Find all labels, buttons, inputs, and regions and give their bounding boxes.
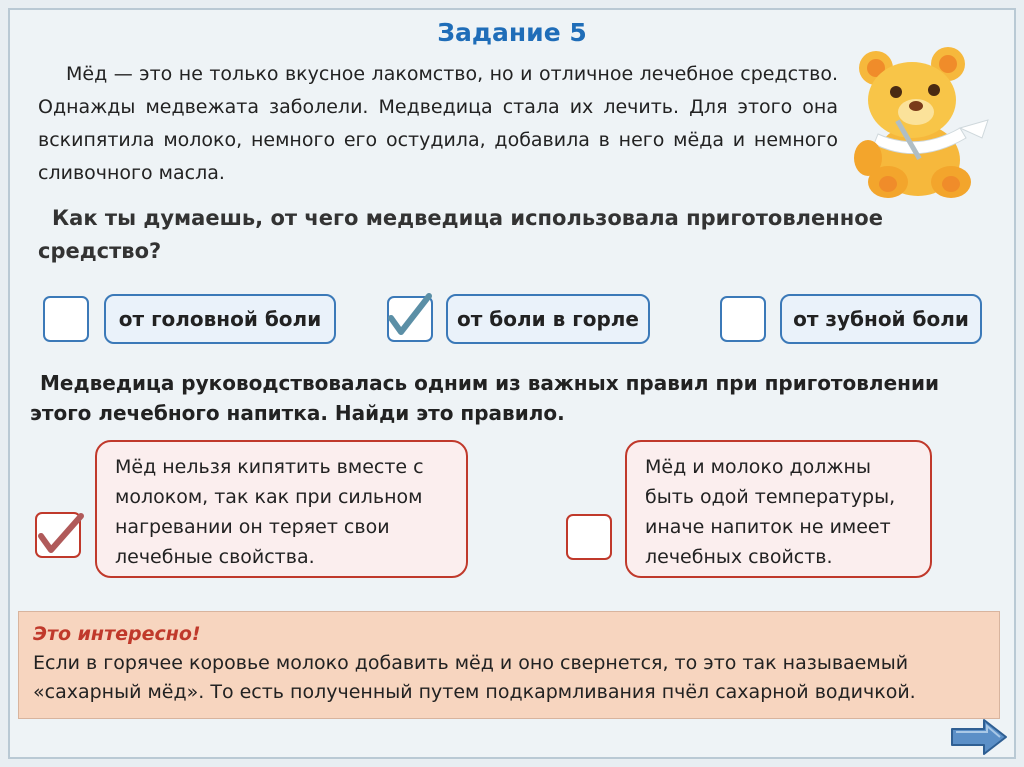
rule-question-text: Медведица руководствовалась одним из важных правил при приготовлении этого лечебного напитка. Найди это правило.	[30, 371, 939, 425]
answer-option-2[interactable]: от боли в горле	[446, 294, 650, 344]
rule-checkbox-2[interactable]	[566, 514, 612, 560]
rule-option-2[interactable]: Мёд и молоко должны быть одой температуры, иначе напиток не имеет лечебных свойств.	[625, 440, 932, 578]
answer-option-1[interactable]: от головной боли	[104, 294, 336, 344]
next-arrow-icon[interactable]	[950, 718, 1008, 756]
intro-text: Мёд — это не только вкусное лакомство, но и отличное лечебное средство. Однажды медвежата заболели. Медведица стала их лечить. Для этого она вскипятила молоко, немного его остудила, добавила в него мёда и немного сливочного масла.	[38, 63, 838, 184]
question-text: Как ты думаешь, от чего медведица использовала приготовленное средство?	[38, 206, 883, 263]
answer-checkbox-3[interactable]	[720, 296, 766, 342]
interesting-fact-box	[18, 611, 1000, 719]
answer-option-3[interactable]: от зубной боли	[780, 294, 982, 344]
answer-checkbox-2[interactable]	[387, 296, 433, 342]
checkmark-icon	[35, 510, 81, 556]
fact-heading: Это интересно!	[33, 623, 201, 645]
rule-option-1[interactable]: Мёд нельзя кипятить вместе с молоком, так как при сильном нагревании он теряет свои лечебные свойства.	[95, 440, 468, 578]
teddy-bear-illustration	[848, 42, 998, 202]
checkmark-icon	[385, 292, 431, 338]
answer-checkbox-1[interactable]	[43, 296, 89, 342]
rule-checkbox-1[interactable]	[35, 512, 81, 558]
fact-body: Если в горячее коровье молоко добавить мёд и оно свернется, то это так называемый «сахарный мёд». То есть полученный путем подкармливания пчёл сахарной водичкой.	[33, 652, 916, 703]
task-title: Задание 5	[437, 18, 587, 47]
